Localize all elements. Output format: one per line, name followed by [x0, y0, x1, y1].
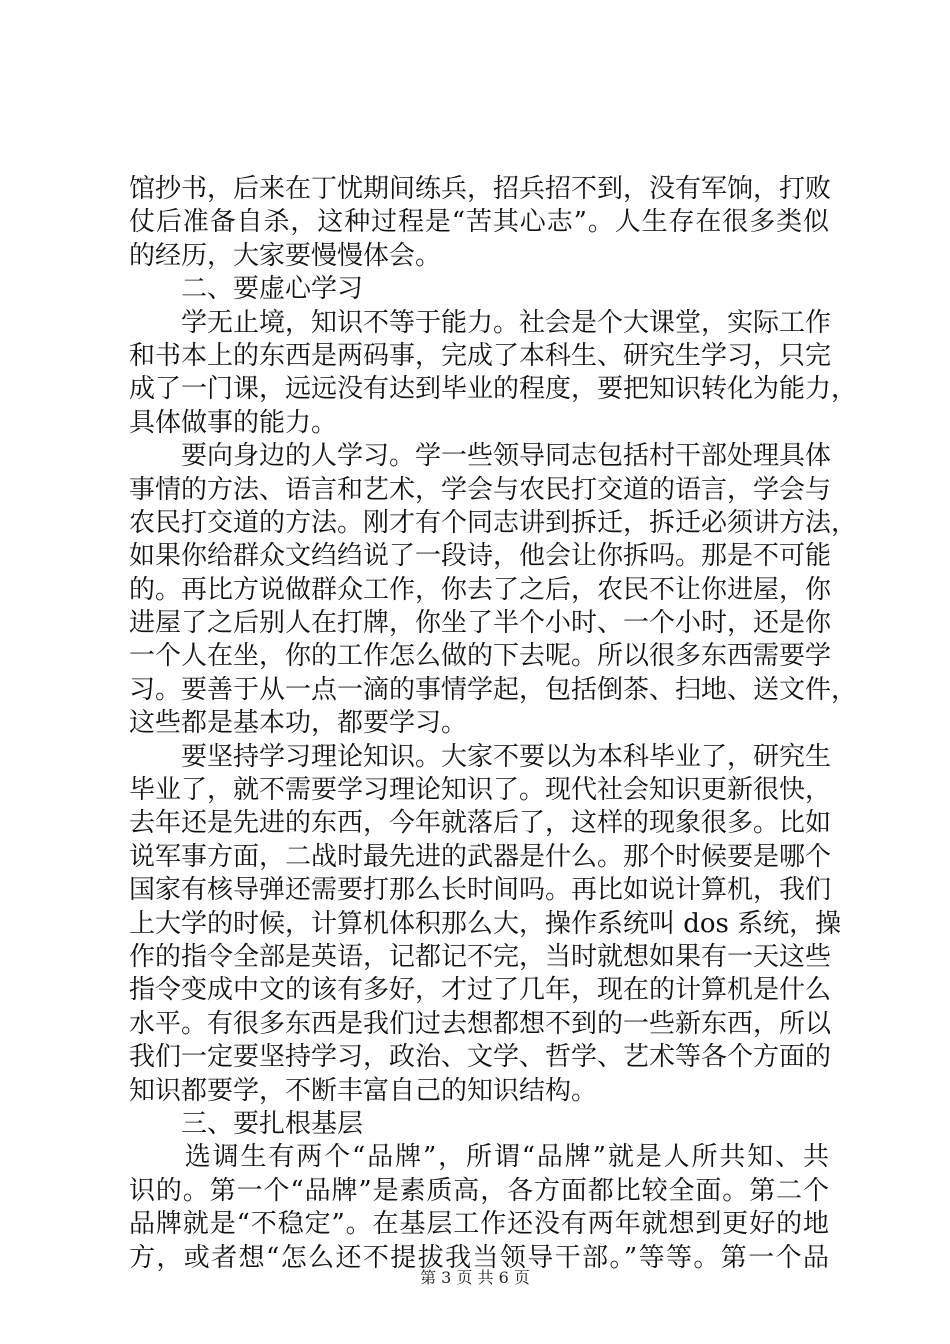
text-line: 的。再比方说做群众工作，你去了之后，农民不让你进屋，你: [129, 574, 832, 605]
text-line: 农民打交道的方法。刚才有个同志讲到拆迁，拆迁必须讲方法，: [129, 507, 858, 538]
text-line: 指令变成中文的该有多好，才过了几年，现在的计算机是什么: [129, 975, 832, 1006]
text-line: 三、要扎根基层: [129, 1108, 364, 1139]
text-line: 习。要善于从一点一滴的事情学起，包括倒茶、扫地、送文件，: [129, 674, 858, 705]
text-line: 这些都是基本功，都要学习。: [129, 708, 468, 739]
text-line: 学无止境，知识不等于能力。社会是个大课堂，实际工作: [129, 307, 832, 338]
text-line: 成了一门课，远远没有达到毕业的程度，要把知识转化为能力，: [129, 374, 858, 405]
text-line: 作的指令全部是英语，记都记不完，当时就想如果有一天这些: [129, 941, 832, 972]
text-line: 国家有核导弹还需要打那么长时间吗。再比如说计算机，我们: [129, 875, 832, 906]
text-line: 的经历，大家要慢慢体会。: [129, 240, 442, 271]
text-line: 仗后准备自杀，这种过程是“苦其心志”。人生存在很多类似: [129, 207, 829, 238]
text-line: 馆抄书，后来在丁忧期间练兵，招兵招不到，没有军饷，打败: [129, 174, 832, 204]
text-line: 要向身边的人学习。学一些领导同志包括村干部处理具体: [129, 441, 832, 472]
text-line: 和书本上的东西是两码事，完成了本科生、研究生学习，只完: [129, 340, 832, 371]
text-line: 如果你给群众文绉绉说了一段诗，他会让你拆吗。那是不可能: [129, 541, 832, 572]
text-line: 方，或者想“怎么还不提拔我当领导干部。”等等。第一个品: [129, 1242, 829, 1273]
text-line: 要坚持学习理论知识。大家不要以为本科毕业了，研究生: [129, 741, 832, 772]
text-line: 一个人在坐，你的工作怎么做的下去呢。所以很多东西需要学: [129, 641, 832, 672]
text-line: 二、要虚心学习: [129, 274, 364, 305]
text-line: 我们一定要坚持学习，政治、文学、哲学、艺术等各个方面的: [129, 1042, 832, 1073]
text-line: 上大学的时候，计算机体积那么大，操作系统叫 dos 系统，操: [129, 908, 842, 939]
text-line: 事情的方法、语言和艺术，学会与农民打交道的语言，学会与: [129, 474, 832, 505]
text-line: 进屋了之后别人在打牌，你坐了半个小时、一个小时，还是你: [129, 608, 832, 639]
text-line: 说军事方面，二战时最先进的武器是什么。那个时候要是哪个: [129, 841, 832, 872]
text-line: 具体做事的能力。: [129, 407, 338, 438]
text-line: 品牌就是“不稳定”。在基层工作还没有两年就想到更好的地: [129, 1209, 829, 1240]
text-line: 去年还是先进的东西，今年就落后了，这样的现象很多。比如: [129, 808, 832, 839]
text-line: 知识都要学，不断丰富自己的知识结构。: [129, 1075, 598, 1106]
text-line: 水平。有很多东西是我们过去想都想不到的一些新东西，所以: [129, 1008, 832, 1039]
document-body: [129, 173, 858, 1275]
text-line: 识的。第一个“品牌”是素质高，各方面都比较全面。第二个: [129, 1175, 829, 1206]
page-footer: 第 3 页 共 6 页: [420, 1268, 530, 1287]
text-line: 毕业了，就不需要学习理论知识了。现代社会知识更新很快，: [129, 775, 832, 806]
text-line: 选调生有两个“品牌”，所谓“品牌”就是人所共知、共: [129, 1142, 829, 1173]
